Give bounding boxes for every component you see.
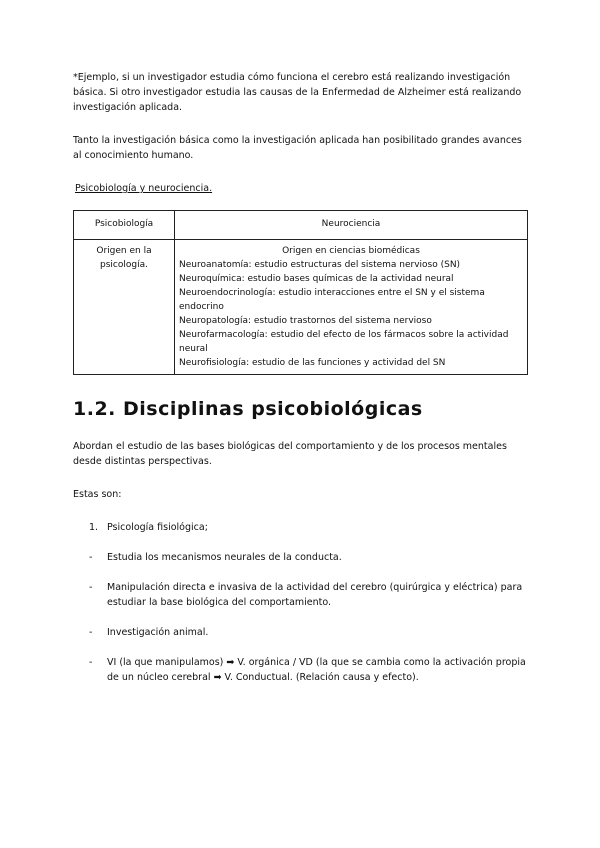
table-row xyxy=(74,240,528,375)
list-lead: Estas son: xyxy=(73,489,122,500)
list-item-text: Estudia los mecanismos neurales de la conducta. xyxy=(107,552,342,563)
list-marker: - xyxy=(89,552,93,563)
list-item-text: Manipulación directa e invasiva de la actividad del cerebro (quirúrgica y eléctrica) para estudiar la base biológica del comportamiento. xyxy=(107,582,523,608)
neuro-branch: Neurofarmacología: estudio del efecto de los fármacos sobre la actividad neural xyxy=(179,330,509,354)
document-page xyxy=(73,70,528,700)
neurociencia-cell xyxy=(175,240,528,375)
discipline-list xyxy=(73,520,528,685)
list-item xyxy=(73,625,528,640)
neuro-branch: Neuropatología: estudio trastornos del sistema nervioso xyxy=(179,316,432,326)
header-psicobiologia: Psicobiología xyxy=(74,211,175,240)
neuro-branch: Neurofisiología: estudio de las funciones y actividad del SN xyxy=(179,358,446,368)
list-marker: - xyxy=(89,582,93,593)
neuro-origin: Origen en ciencias biomédicas xyxy=(282,246,420,256)
subsection-title: Psicobiología y neurociencia. xyxy=(75,183,213,194)
list-item xyxy=(73,580,528,610)
neuro-branch: Neuroendocrinología: estudio interacciones entre el SN y el sistema endocrino xyxy=(179,288,485,312)
list-item-text: VI (la que manipulamos) ➡ V. orgánica / VD (la que se cambia como la activación propia de un núcleo cerebral ➡ V. Conductual. (Relación causa y efecto). xyxy=(107,657,526,683)
research-paragraph: Tanto la investigación básica como la investigación aplicada han posibilitado grandes avances al conocimiento humano. xyxy=(73,135,522,161)
list-item-text: Psicología fisiológica; xyxy=(107,522,208,533)
psicobiologia-cell: Origen en la psicología. xyxy=(74,240,175,375)
neuro-branch: Neuroanatomía: estudio estructuras del sistema nervioso (SN) xyxy=(179,260,461,270)
list-marker: 1. xyxy=(89,522,99,533)
comparison-table xyxy=(73,210,528,375)
list-item xyxy=(73,655,528,685)
list-marker: - xyxy=(89,657,93,668)
list-item xyxy=(73,550,528,565)
neuro-branch: Neuroquímica: estudio bases químicas de la actividad neural xyxy=(179,274,454,284)
list-item-text: Investigación animal. xyxy=(107,627,209,638)
list-marker: - xyxy=(89,627,93,638)
table-header-row xyxy=(74,211,528,240)
example-paragraph: *Ejemplo, si un investigador estudia cómo funciona el cerebro está realizando investigación básica. Si otro investigador estudia las causas de la Enfermedad de Alzheimer está realizando investigación aplicada. xyxy=(73,72,522,113)
section-heading: 1.2. Disciplinas psicobiológicas xyxy=(73,398,423,420)
section-intro: Abordan el estudio de las bases biológicas del comportamiento y de los procesos mentales desde distintas perspectivas. xyxy=(73,441,507,467)
neuro-branch-list xyxy=(179,258,523,370)
list-item xyxy=(73,520,528,535)
header-neurociencia: Neurociencia xyxy=(175,211,528,240)
